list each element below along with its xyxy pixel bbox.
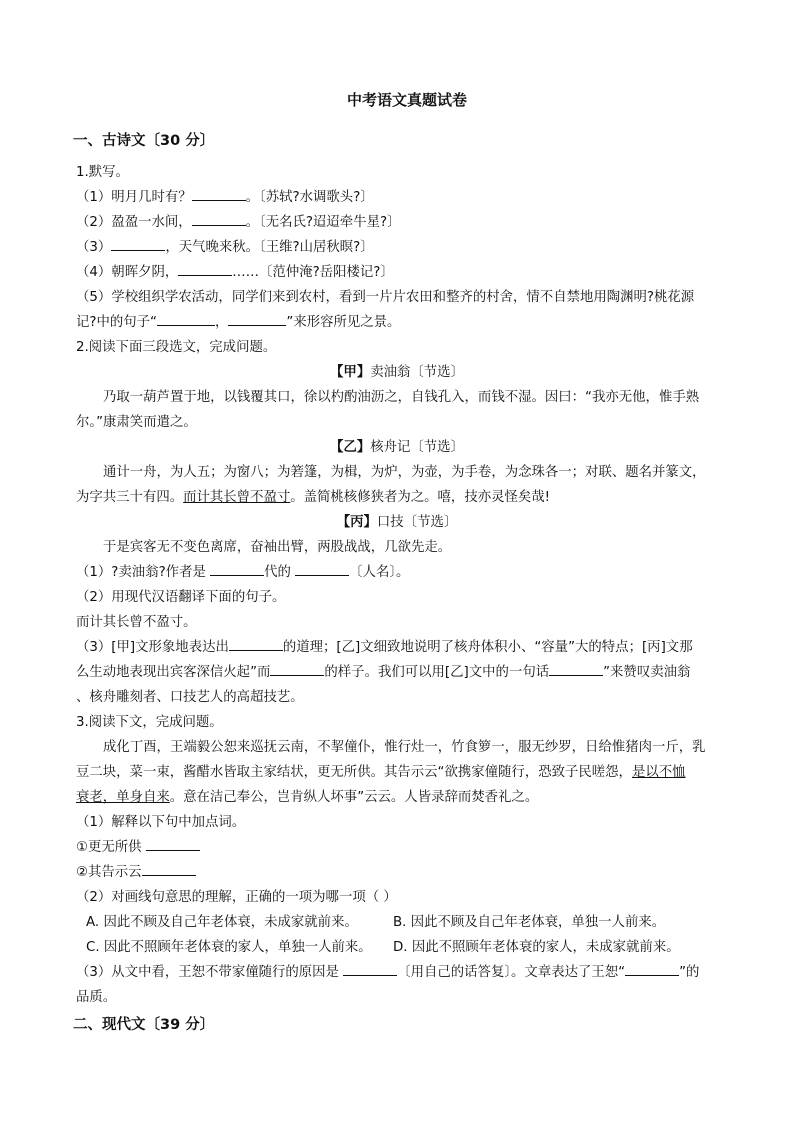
q1-item-5-text: 记?中的句子“ (76, 315, 157, 330)
passage-tag: 【丙】 (336, 515, 377, 530)
q3-sub-3-line-1 (76, 960, 718, 985)
answer-blank[interactable] (210, 562, 264, 576)
q2-sub-1-text: （1）?卖油翁?作者是 (76, 565, 206, 580)
q1-item-4 (76, 260, 718, 285)
passage-text: 为字共三十有四。 (76, 490, 184, 505)
passage-bing-title (76, 510, 718, 535)
answer-blank[interactable] (192, 187, 246, 201)
passage-text: 。盖简桃核修狭者为之。嘻，技亦灵怪矣哉! (290, 490, 551, 505)
passage-yi-line: 通计一舟，为人五；为窗八；为箬篷，为楫，为炉，为壶，为手卷，为念珠各一；对联、题名并篆文， (103, 465, 706, 480)
choice-c[interactable]: C. 因此不照顾年老体衰的家人，单独一人前来。 (86, 940, 372, 955)
q3-choices-row-2 (76, 935, 718, 960)
q2-sub-2-sentence: 而计其长曾不盈寸。 (76, 615, 197, 630)
q3-sub-1-a-text: ①更无所供 (76, 840, 142, 855)
q1-item-3-label: （3） (76, 240, 112, 255)
q2-sub-2: （2）用现代汉语翻译下面的句子。 (76, 590, 286, 605)
q1-item-2 (76, 210, 718, 235)
q3-sub-1: （1）解释以下句中加点词。 (76, 815, 246, 830)
passage-jia-title (76, 360, 718, 385)
passage-text: 。意在洁己奉公，岂肯纵人坏事”云云。人皆录辞而焚香礼之。 (169, 790, 539, 805)
q1-item-5-line-2 (76, 310, 718, 335)
answer-blank[interactable] (625, 962, 679, 976)
q3-sub-3-text: （3）从文中看，王恕不带家僮随行的原因是 (76, 965, 339, 980)
answer-blank[interactable] (192, 212, 246, 226)
answer-blank[interactable] (295, 562, 349, 576)
q2-stem: 2.阅读下面三段选文，完成问题。 (76, 340, 277, 355)
q3-passage-line: 成化丁酉，王端毅公恕来巡抚云南，不挈僮仆，惟行灶一，竹食箩一，服无纱罗，日给惟猪肉一斤，乳 (103, 740, 706, 755)
choice-a[interactable]: A. 因此不顾及自己年老体衰，未成家就前来。 (86, 915, 358, 930)
q2-sub-1 (76, 560, 718, 585)
q3-sub-3-line-2: 品质。 (76, 990, 117, 1005)
q3-stem: 3.阅读下文，完成问题。 (76, 715, 223, 730)
q1-item-5-tail: ”来形容所见之景。 (286, 315, 401, 330)
q3-passage-line (76, 760, 718, 785)
q3-sub-1-a (76, 835, 718, 860)
passage-yi-title (76, 435, 718, 460)
underlined-sentence: 衰老，单身自来 (76, 790, 170, 805)
passage-title: 口技〔节选〕 (376, 515, 458, 530)
answer-blank[interactable] (157, 312, 215, 326)
passage-yi-line (76, 485, 718, 510)
q3-sub-1-b-text: ②其告示云 (76, 865, 142, 880)
q3-passage-line (76, 785, 718, 810)
q3-sub-3-text: ”的 (679, 965, 700, 980)
answer-blank[interactable] (146, 837, 200, 851)
q2-sub-3-text: （3）[甲]文形象地表达出 (76, 640, 229, 655)
q2-sub-3-line-3: 、核舟雕刻者、口技艺人的高超技艺。 (76, 690, 304, 705)
passage-text: 豆二块，菜一束，酱醋水皆取主家结状，更无所供。其告示云“欲携家僮随行，恐致子民嗟怨， (76, 765, 632, 780)
q1-item-3 (76, 235, 718, 260)
answer-blank[interactable] (228, 312, 286, 326)
passage-bing-line: 于是宾客无不变色离席，奋袖出臂，两股战战，几欲先走。 (103, 540, 452, 555)
q1-item-5-comma: ， (215, 315, 229, 330)
q3-sub-1-b (76, 860, 718, 885)
answer-blank[interactable] (270, 662, 324, 676)
q1-item-2-source: 。〔无名氏?迢迢牵牛星?〕 (245, 215, 401, 230)
q2-sub-3-line-2 (76, 660, 718, 685)
passage-tag: 【乙】 (330, 440, 371, 455)
exam-content (73, 88, 718, 1044)
choice-b[interactable]: B. 因此不顾及自己年老体衰，单独一人前来。 (393, 915, 666, 930)
q2-sub-3-text: ”来赞叹卖油翁 (603, 665, 691, 680)
passage-tag: 【甲】 (330, 365, 371, 380)
passage-jia-line: 乃取一葫芦置于地，以钱覆其口，徐以杓酌油沥之，自钱孔入，而钱不湿。因曰：“我亦无他，惟手熟 (103, 390, 700, 405)
q2-sub-1-text: 〔人名〕。 (349, 565, 410, 580)
answer-blank[interactable] (229, 637, 283, 651)
q1-item-4-text: （4）朝晖夕阴， (76, 265, 179, 280)
answer-blank[interactable] (142, 862, 196, 876)
q1-item-2-text: （2）盈盈一水间， (76, 215, 192, 230)
section-heading-modern: 二、现代文〔39 分〕 (73, 1017, 215, 1033)
q1-item-4-source: ……〔范仲淹?岳阳楼记?〕 (232, 265, 394, 280)
q2-sub-1-text: 代的 (264, 565, 291, 580)
q3-choices-row-1 (76, 910, 718, 935)
passage-title: 核舟记〔节选〕 (370, 440, 464, 455)
q1-item-1-source: 。〔苏轼?水调歌头?〕 (245, 190, 374, 205)
underlined-sentence: 而计其长曾不盈寸 (183, 490, 291, 505)
answer-blank[interactable] (549, 662, 603, 676)
q1-item-5-line-1: （5）学校组织学农活动，同学们来到农村，看到一片片农田和整齐的村舍，情不自禁地用陶渊明?桃花源 (76, 290, 695, 305)
q3-sub-3-text: 〔用自己的话答复〕。文章表达了王恕“ (397, 965, 626, 980)
q1-item-3-text: ，天气晚来秋。〔王维?山居秋暝?〕 (165, 240, 374, 255)
choice-d[interactable]: D. 因此不照顾年老体衰的家人，未成家就前来。 (393, 940, 680, 955)
q2-sub-3-line-1 (76, 635, 718, 660)
passage-jia-line: 尔。”康肃笑而遣之。 (76, 415, 197, 430)
section-heading-classical: 一、古诗文〔30 分〕 (73, 133, 215, 149)
q1-item-1 (76, 185, 718, 210)
underlined-sentence: 是以不恤 (631, 765, 686, 780)
passage-title: 卖油翁〔节选〕 (370, 365, 464, 380)
q1-item-1-text: （1）明月几时有？ (76, 190, 192, 205)
q2-sub-3-text: 的样子。我们可以用[乙]文中的一句话 (324, 665, 550, 680)
answer-blank[interactable] (111, 237, 165, 251)
answer-blank[interactable] (343, 962, 397, 976)
q2-sub-3-text: 么生动地表现出宾客深信火起”而 (76, 665, 271, 680)
q2-sub-3-text: 的道理；[乙]文细致地说明了核舟体积小、“容量”大的特点；[丙]文那 (282, 640, 693, 655)
q1-stem: 1.默写。 (76, 165, 129, 180)
answer-blank[interactable] (178, 262, 232, 276)
q3-sub-2: （2）对画线句意思的理解，正确的一项为哪一项（ ） (76, 890, 397, 905)
exam-title: 中考语文真题试卷 (346, 91, 467, 109)
